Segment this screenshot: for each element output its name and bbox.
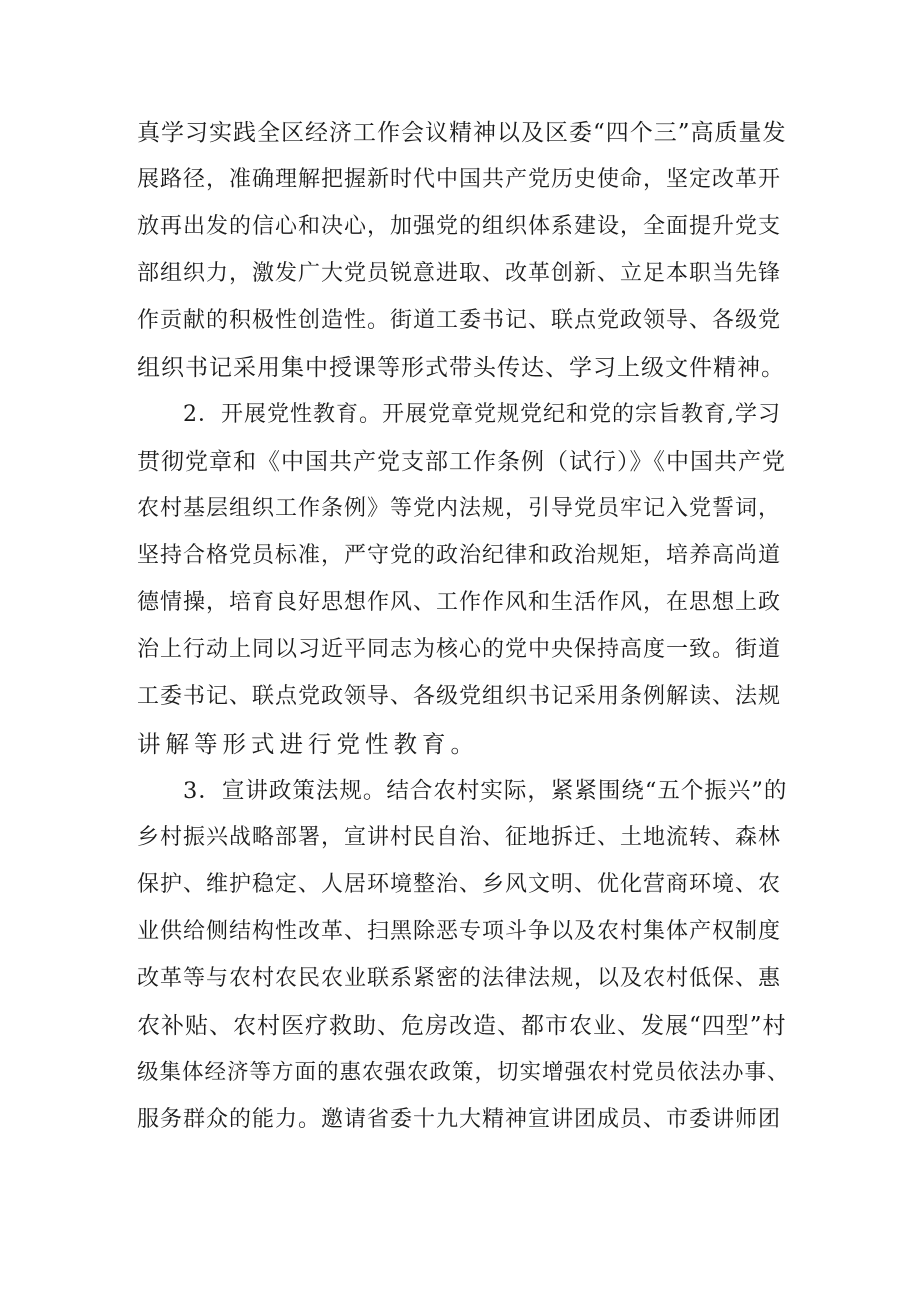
text-line: 部组织力，激发广大党员锐意进取、改革创新、立足本职当先锋 xyxy=(137,261,782,286)
text-line: 德情操，培育良好思想作风、工作作风和生活作风，在思想上政 xyxy=(137,590,782,615)
text-line: 贯彻党章和《中国共产党支部工作条例（试行）》《中国共产党 xyxy=(137,449,786,475)
text-line: 农村基层组织工作条例》等党内法规，引导党员牢记入党誓词， xyxy=(137,496,782,521)
text-line: 改革等与农村农民农业联系紧密的法律法规，以及农村低保、惠 xyxy=(137,966,782,991)
text-line: 农补贴、农村医疗救助、危房改造、都市农业、发展“四型”村 xyxy=(137,1013,787,1039)
text-line: 业供给侧结构性改革、扫黑除恶专项斗争以及农村集体产权制度 xyxy=(137,919,782,944)
paragraph-2-first-line: 2．开展党性教育。开展党章党规党纪和党的宗旨教育,学习 xyxy=(183,402,781,427)
text-line: 工委书记、联点党政领导、各级党组织书记采用条例解读、法规 xyxy=(137,684,782,709)
text-line: 展路径，准确理解把握新时代中国共产党历史使命，坚定改革开 xyxy=(137,167,782,192)
text-line: 真学习实践全区经济工作会议精神以及区委“四个三”高质量发 xyxy=(137,120,787,146)
text-line: 治上行动上同以习近平同志为核心的党中央保持高度一致。街道 xyxy=(137,637,782,662)
paragraph-3-first-line: 3．宣讲政策法规。结合农村实际，紧紧围绕“五个振兴”的 xyxy=(183,778,788,804)
text-line: 讲解等形式进行党性教育。 xyxy=(137,730,479,758)
text-line: 作贡献的积极性创造性。街道工委书记、联点党政领导、各级党 xyxy=(137,308,782,333)
text-line: 组织书记采用集中授课等形式带头传达、学习上级文件精神。 xyxy=(137,355,785,381)
text-line: 乡村振兴战略部署，宣讲村民自治、征地拆迁、土地流转、森林 xyxy=(137,825,782,850)
text-line: 级集体经济等方面的惠农强农政策，切实增强农村党员依法办事、 xyxy=(137,1060,790,1085)
text-line: 服务群众的能力。邀请省委十九大精神宣讲团成员、市委讲师团 xyxy=(137,1107,782,1132)
text-line: 坚持合格党员标准，严守党的政治纪律和政治规矩，培养高尚道 xyxy=(137,543,782,568)
text-line: 放再出发的信心和决心，加强党的组织体系建设，全面提升党支 xyxy=(137,214,782,239)
text-line: 保护、维护稳定、人居环境整治、乡风文明、优化营商环境、农 xyxy=(137,872,782,897)
